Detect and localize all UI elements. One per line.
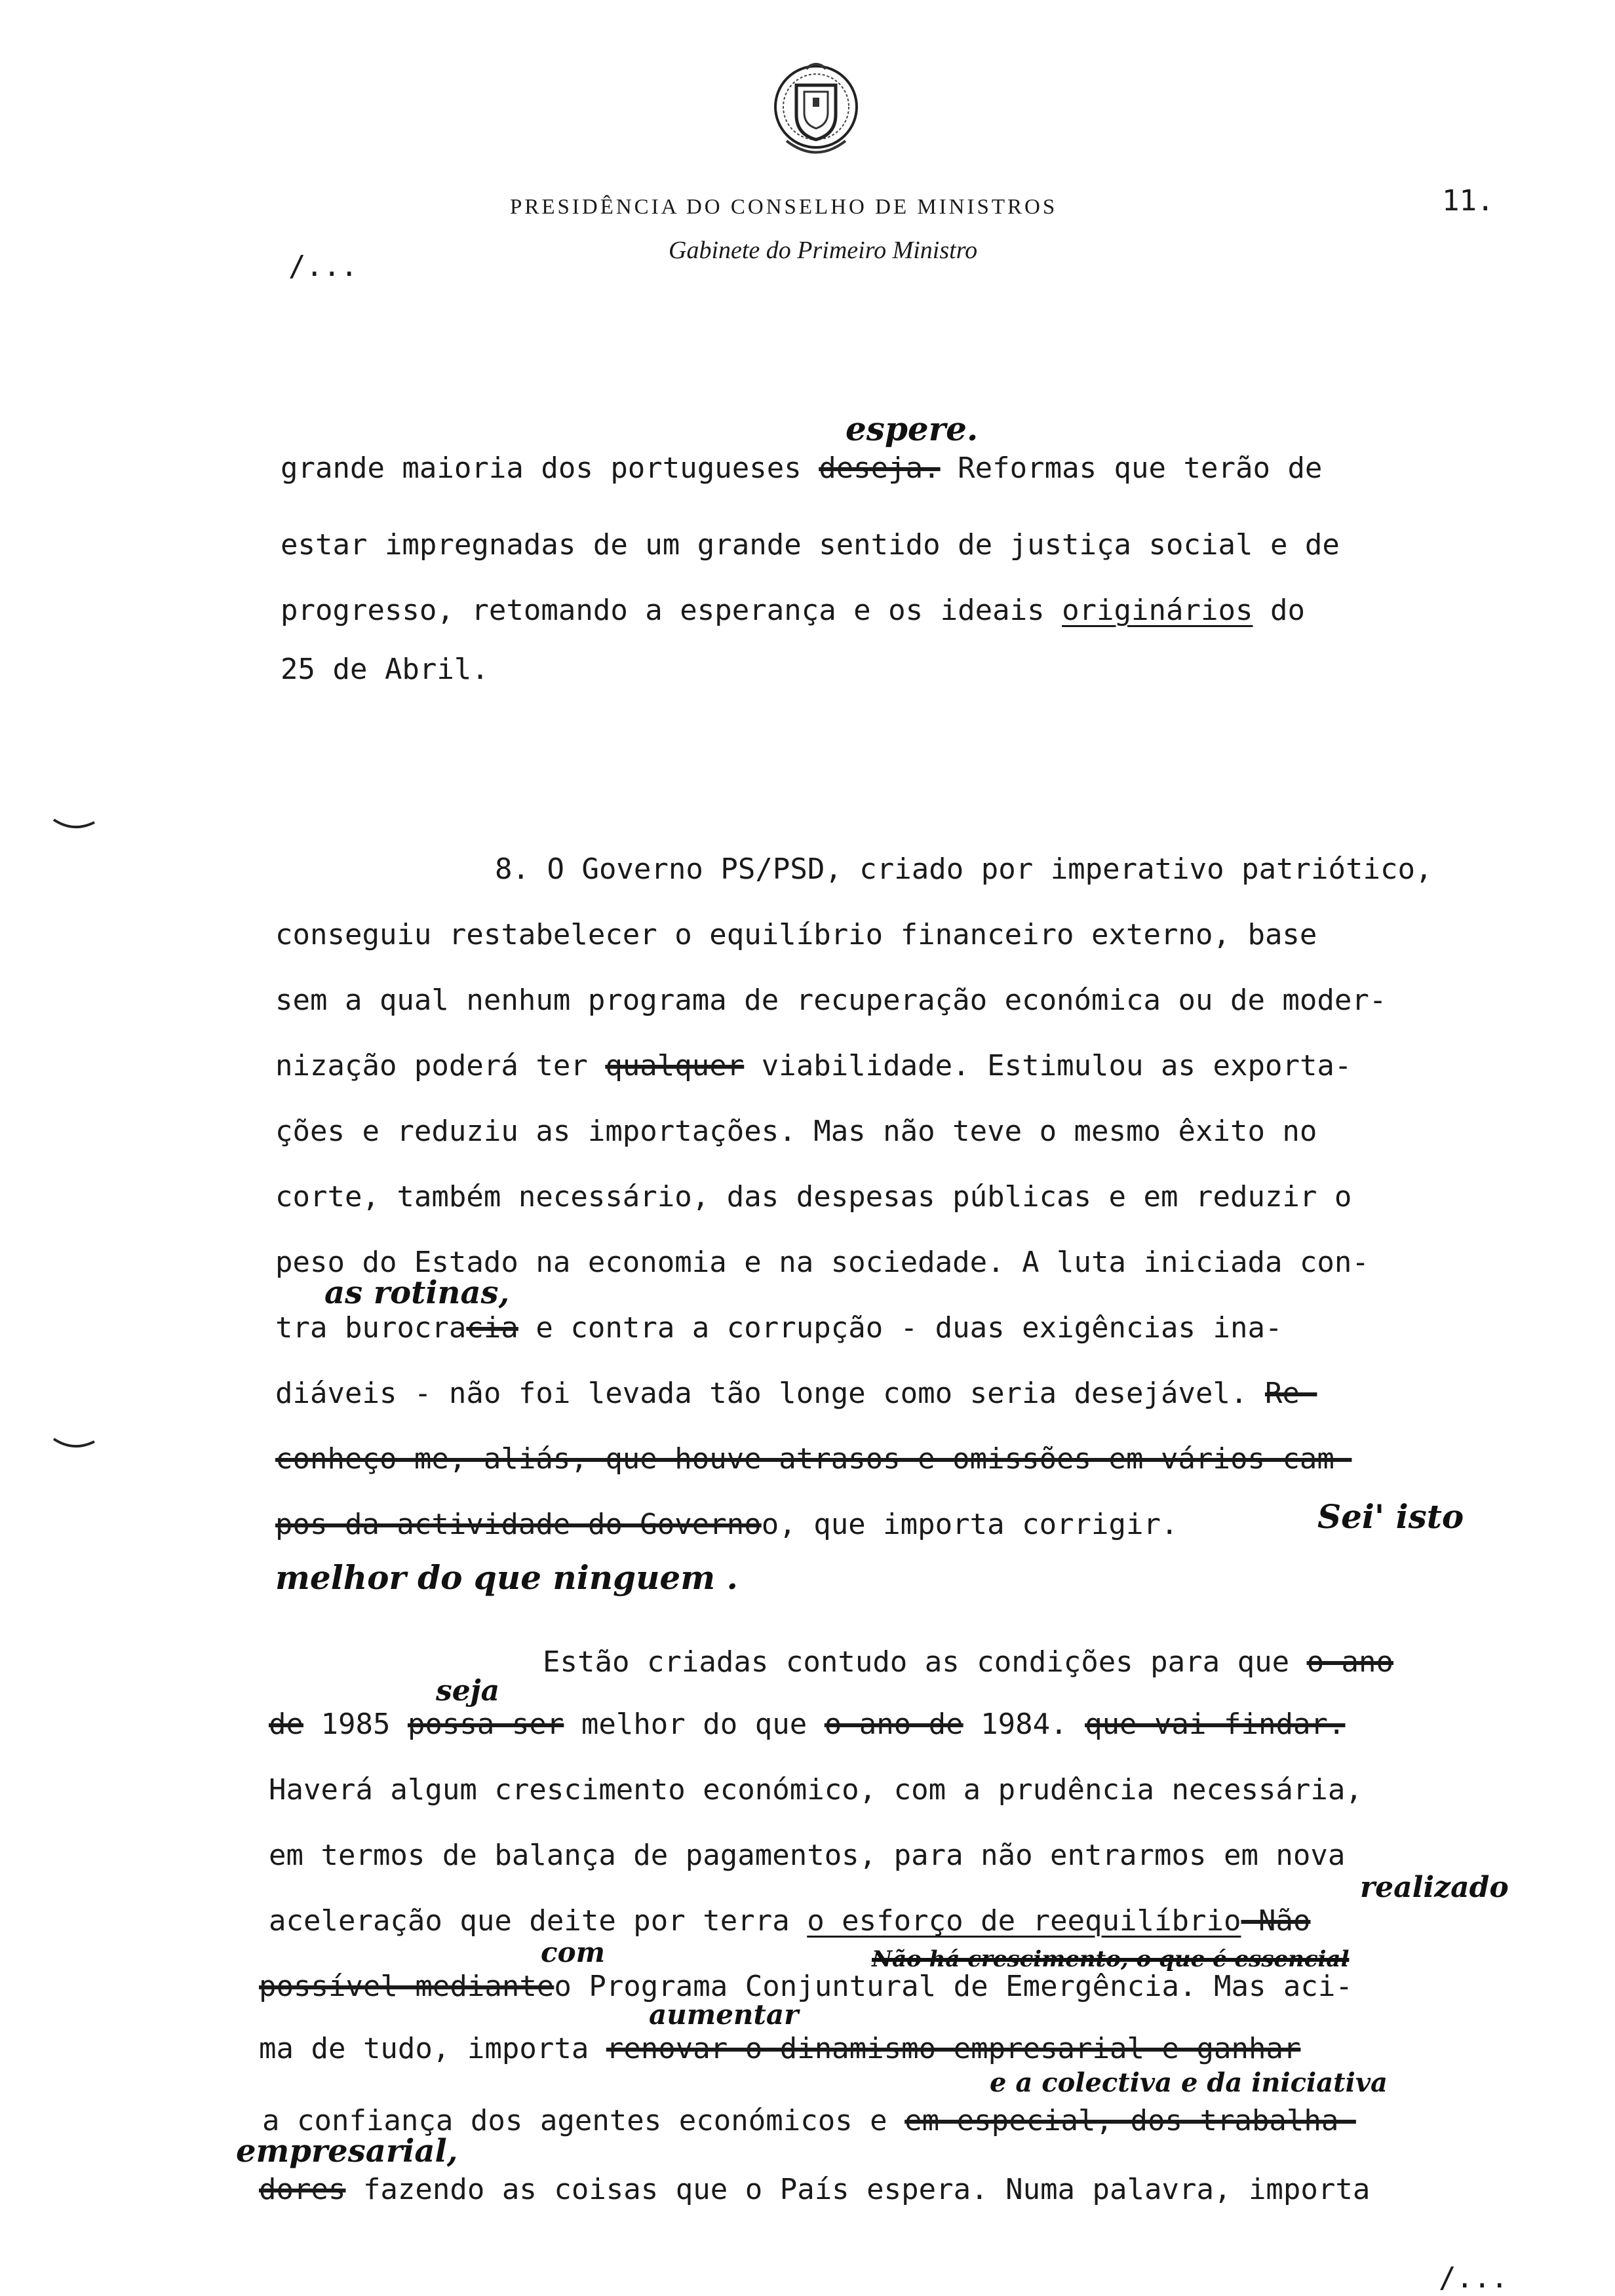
struck-phrase: em especial, dos trabalha- (905, 2104, 1356, 2137)
s3-line-4: em termos de balança de pagamentos, para não entrarmos em nova (269, 1839, 1346, 1872)
text-span: o Programa Conjuntural de Emergência. Mas aci- (554, 1970, 1353, 2003)
s2-line-11 (275, 1510, 1178, 1539)
struck-handwriting-right: Não há crescimento, o que é essencial (872, 1946, 1350, 1972)
struck-word: o ano de (824, 1708, 963, 1741)
struck-word: deseja. (819, 451, 941, 485)
text-span: ma de tudo, importa (259, 2032, 606, 2065)
struck-phrase: renovar o dinamismo empresarial e ganhar (606, 2032, 1301, 2065)
header-subtitle: Gabinete do Primeiro Ministro (669, 237, 978, 264)
text-span: a confiança dos agentes económicos e (262, 2104, 905, 2137)
text-span: grande maioria dos portugueses (281, 451, 819, 485)
handwritten-insert-rotinas: as rotinas, (324, 1274, 510, 1311)
struck-word: possa ser (407, 1708, 564, 1741)
struck-word: qualquer (605, 1049, 745, 1082)
s3-line-2 (269, 1710, 1345, 1739)
struck-word: de (269, 1708, 303, 1741)
s2-line-1: 8. O Governo PS/PSD, criado por imperativo patriótico, (495, 852, 1433, 886)
text-span: viabilidade. Estimulou as exporta- (744, 1049, 1352, 1082)
handwritten-insert-espere: espere. (846, 410, 979, 448)
margin-mark-icon (51, 816, 97, 835)
s2-line-9 (275, 1379, 1317, 1408)
s2-line-4 (275, 1049, 1352, 1082)
s1-line-2: estar impregnadas de um grande sentido de justiça social e de (281, 528, 1340, 562)
s3-line-6 (259, 1972, 1353, 2001)
text-span: melhor do que (564, 1708, 825, 1741)
s3-line-3: Haverá algum crescimento económico, com a prudência necessária, (269, 1773, 1363, 1807)
s2-line-10-struck: conheço-me, aliás, que houve atrasos e omissões em vários cam- (275, 1442, 1352, 1476)
handwritten-note-line-2: melhor do que ninguem . (275, 1558, 738, 1597)
continued-marker-top: /... (288, 250, 358, 283)
handwritten-insert-right: e a colectiva e da iniciativa (990, 2067, 1388, 2098)
handwritten-insert-empresarial: empresarial, (236, 2133, 458, 2170)
s3-line-1 (543, 1645, 1394, 1679)
s3-line-7 (259, 2032, 1301, 2065)
underlined-word: originários (1062, 594, 1253, 627)
handwritten-insert-realizado: realizado (1360, 1871, 1509, 1904)
s2-line-5: ções e reduziu as importações. Mas não teve o mesmo êxito no (275, 1115, 1317, 1148)
s2-line-8 (275, 1311, 1283, 1345)
s3-line-9 (259, 2175, 1370, 2204)
struck-word: Não (1241, 1904, 1311, 1938)
s2-line-6: corte, também necessário, das despesas públicas e em reduzir o (275, 1180, 1352, 1214)
struck-word: cia (466, 1311, 518, 1345)
struck-word: o ano (1306, 1645, 1394, 1679)
handwritten-note-line-1: Sei' isto (1317, 1497, 1464, 1536)
margin-mark-icon (51, 1435, 97, 1455)
struck-phrase: possível mediante (259, 1970, 555, 2003)
s2-line-7: peso do Estado na economia e na sociedade. A luta iniciada con- (275, 1246, 1369, 1279)
text-span: nização poderá ter (275, 1049, 606, 1082)
text-span: 1984. (963, 1708, 1085, 1741)
text-span: 1985 (303, 1708, 408, 1741)
underlined-phrase: o esforço de reequilíbrio (807, 1904, 1241, 1938)
text-span: do (1253, 594, 1305, 627)
s2-line-2: conseguiu restabelecer o equilíbrio financeiro externo, base (275, 918, 1317, 951)
text-span: Reformas que terão de (940, 451, 1323, 485)
text-span: fazendo as coisas que o País espera. Numa palavra, importa (345, 2173, 1371, 2206)
text-span: e contra a corrupção - duas exigências ina- (518, 1311, 1283, 1345)
text-span: diáveis - não foi levada tão longe como seria desejável. (275, 1377, 1265, 1410)
struck-phrase: pos da actividade do Governo (275, 1508, 762, 1541)
handwritten-insert-seja: seja (436, 1674, 500, 1708)
page-number: 11. (1442, 184, 1494, 218)
handwritten-insert-aumentar: aumentar (649, 1999, 799, 2031)
s3-line-5 (269, 1904, 1311, 1938)
s3-line-8 (262, 2104, 1356, 2137)
handwritten-insert-com: com (541, 1936, 606, 1968)
s2-line-3: sem a qual nenhum programa de recuperação económica ou de moder- (275, 984, 1387, 1017)
struck-phrase: que vai findar. (1085, 1708, 1346, 1741)
text-span: o, que importa corrigir. (761, 1508, 1178, 1541)
s1-line-1 (281, 451, 1323, 485)
continued-marker-bottom: /... (1439, 2261, 1508, 2295)
s1-line-3 (281, 596, 1305, 625)
text-span: aceleração que deite por terra (269, 1904, 808, 1938)
coat-of-arms-seal-icon (767, 56, 865, 164)
text-span: progresso, retomando a esperança e os ideais (281, 594, 1062, 627)
struck-word: Re- (1264, 1377, 1317, 1410)
text-span: Estão criadas contudo as condições para que (543, 1645, 1307, 1679)
s1-line-4: 25 de Abril. (281, 653, 489, 686)
header-title: PRESIDÊNCIA DO CONSELHO DE MINISTROS (510, 195, 1058, 219)
struck-word: dores (259, 2173, 346, 2206)
text-span: burocra (344, 1311, 467, 1345)
text-span: tra (275, 1311, 345, 1345)
